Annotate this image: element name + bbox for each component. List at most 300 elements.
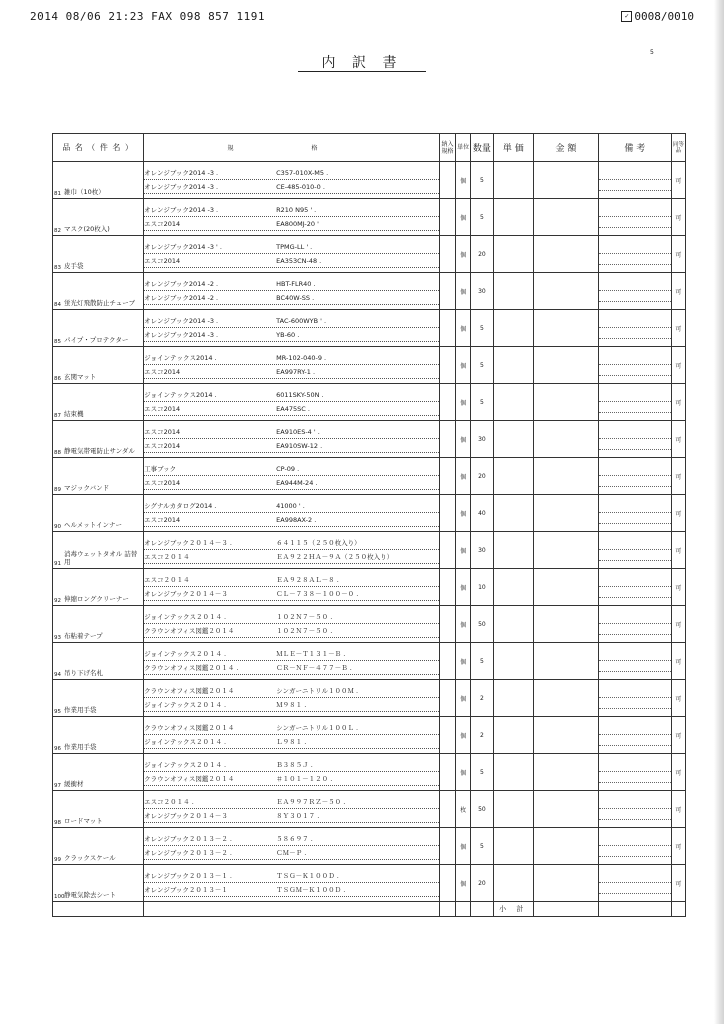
spec-model: ＴＳＧ－Ｋ１００Ｄ . [276,872,339,880]
remarks-cell [598,199,671,236]
unit-price-cell [493,199,534,236]
unit-price-cell [493,162,534,199]
table-row [53,495,686,532]
item-number: 92 [54,598,61,604]
table-body [53,162,686,902]
col-header-amount: 金 額 [534,134,599,162]
amount-cell [534,791,599,828]
item-name: 静電気帯電防止サンダル [64,447,135,455]
spec-line [144,218,439,231]
unit-cell: 個 [456,458,471,495]
delivery-spec-cell [439,865,455,902]
unit-price-cell [493,495,534,532]
item-number: 89 [54,487,61,493]
unit-cell: 個 [456,828,471,865]
table-row [53,236,686,273]
spec-line [144,796,439,809]
spec-line [144,292,439,305]
equiv-cell: 可 [671,606,685,643]
delivery-spec-cell [439,347,455,384]
spec-line [144,463,439,476]
spec-line [144,759,439,772]
spec-cell [144,495,440,532]
item-number: 95 [54,709,61,715]
spec-catalog: エスコ2014 [144,428,181,436]
spec-model: Ｌ９８１ . [276,738,307,746]
remarks-cell [598,791,671,828]
spec-catalog: ジョインテックス２０１４ . [144,650,227,658]
spec-model: EA998AX-2 . [276,515,317,524]
spec-model: 41000 ' . [276,501,305,510]
spec-model: １０２Ｎ７－５０ . [276,627,333,635]
fax-header-line: 2014 08/06 21:23 FAX 098 857 1191 [30,10,266,23]
spec-line [144,736,439,749]
item-name: マジックバンド [64,484,110,492]
equiv-cell: 可 [671,828,685,865]
equiv-cell: 可 [671,643,685,680]
item-name-cell [53,384,144,421]
spec-catalog: オレンジブック2014 -3 . [144,331,219,339]
spec-model: YB-60 . [276,330,300,339]
spec-line [144,611,439,624]
item-number: 87 [54,413,61,419]
col-header-delivery-spec: 納入規格 [439,134,455,162]
spec-catalog: ジョインテックス２０１４ . [144,738,227,746]
remarks-cell [598,162,671,199]
spec-line [144,514,439,527]
delivery-spec-cell [439,791,455,828]
item-name: ロードマット [64,817,103,825]
spec-catalog: オレンジブック２０１４－３ . [144,539,232,547]
unit-cell: 個 [456,569,471,606]
unit-price-cell [493,865,534,902]
spec-line [144,588,439,601]
spec-line [144,426,439,439]
spec-cell [144,828,440,865]
spec-line [144,255,439,268]
unit-price-cell [493,458,534,495]
col-header-remarks: 備 考 [598,134,671,162]
unit-price-cell [493,569,534,606]
item-name-cell [53,162,144,199]
item-name-cell [53,680,144,717]
spec-catalog: オレンジブック2014 -3 . [144,317,219,325]
spec-catalog: シグナルカタログ2014 . [144,502,217,510]
delivery-spec-cell [439,199,455,236]
item-name-cell [53,754,144,791]
spec-model: EA800MJ-20 ' [276,219,319,228]
delivery-spec-cell [439,273,455,310]
item-number: 86 [54,376,61,382]
spec-line [144,366,439,379]
equiv-cell: 可 [671,865,685,902]
spec-line [144,167,439,180]
col-header-spec: 規 格 [144,134,440,162]
unit-cell: 個 [456,865,471,902]
qty-cell: 5 [471,199,493,236]
unit-cell: 個 [456,606,471,643]
delivery-spec-cell [439,606,455,643]
spec-model: ＣＲ－ＮＦ－４７７－Ｂ . [276,664,352,672]
item-name: 雑巾（10枚） [64,188,105,196]
amount-cell [534,421,599,458]
spec-cell [144,680,440,717]
item-name: 伸縮ロングクリーナー [64,595,129,603]
spec-line [144,625,439,638]
unit-cell: 個 [456,384,471,421]
item-name: 緩衝材 [64,780,84,788]
remarks-cell [598,828,671,865]
unit-price-cell [493,643,534,680]
qty-cell: 30 [471,421,493,458]
item-name: 蛍光灯飛散防止チューブ [64,299,135,307]
unit-price-cell [493,347,534,384]
spec-model: Ｍ９８１ . [276,701,307,709]
amount-cell [534,865,599,902]
spec-line [144,389,439,402]
delivery-spec-cell [439,236,455,273]
item-name-cell [53,199,144,236]
item-number: 97 [54,783,61,789]
qty-cell: 20 [471,458,493,495]
equiv-cell: 可 [671,347,685,384]
spec-catalog: オレンジブック２０１４－３ [144,590,228,598]
amount-cell [534,273,599,310]
item-number: 91 [54,561,61,567]
remarks-cell [598,643,671,680]
delivery-spec-cell [439,569,455,606]
delivery-spec-cell [439,310,455,347]
spec-cell [144,199,440,236]
spec-model: ＃１０１－１２０ . [276,775,333,783]
equiv-cell: 可 [671,273,685,310]
qty-cell: 5 [471,643,493,680]
item-name-cell [53,273,144,310]
item-number: 94 [54,672,61,678]
qty-cell: 2 [471,717,493,754]
spec-catalog: 工事ブック [144,465,177,473]
remarks-cell [598,680,671,717]
equiv-cell: 可 [671,791,685,828]
spec-model: ＣＭ－Ｐ . [276,849,307,857]
amount-cell [534,384,599,421]
unit-price-cell [493,532,534,569]
spec-model: TAC-600WYB ' . [276,316,327,325]
item-name-cell [53,791,144,828]
spec-catalog: エスコ2014 [144,516,181,524]
qty-cell: 5 [471,310,493,347]
equiv-cell: 可 [671,199,685,236]
spec-catalog: エスコ2014 [144,442,181,450]
remarks-cell [598,273,671,310]
spec-line [144,699,439,712]
amount-cell [534,754,599,791]
unit-cell: 個 [456,310,471,347]
spec-model: ６４１１５（２５０枚入り） [276,539,361,547]
qty-cell: 20 [471,865,493,902]
spec-cell [144,162,440,199]
item-number: 81 [54,191,61,197]
col-header-unit-price: 単 価 [493,134,534,162]
unit-cell: 個 [456,754,471,791]
remarks-cell [598,495,671,532]
spec-model: ＥＡ９９７ＲＺ－５０ . [276,798,346,806]
spec-line [144,403,439,416]
page-counter-text: 0008/0010 [634,10,694,23]
item-number: 88 [54,450,61,456]
item-number: 83 [54,265,61,271]
corner-mark: 5 [650,49,654,56]
item-name-cell [53,532,144,569]
qty-cell: 5 [471,754,493,791]
item-name-cell [53,236,144,273]
spec-line [144,662,439,675]
spec-catalog: オレンジブック2014 -3 . [144,206,219,214]
spec-catalog: オレンジブック2014 -3 . [144,169,219,177]
spec-model: Ｂ３８５Ｊ . [276,761,313,769]
spec-cell [144,384,440,421]
title-underline [298,71,426,72]
spec-model: ＥＡ９２２ＨＡ－９Ａ（２５０枚入り） [276,553,394,561]
spec-catalog: ジョインテックス2014 . [144,391,217,399]
item-name: 静電気除去シート [64,891,116,899]
unit-cell: 個 [456,236,471,273]
spec-cell [144,791,440,828]
item-name: 作業用手袋 [64,743,97,751]
table-row [53,384,686,421]
remarks-cell [598,421,671,458]
delivery-spec-cell [439,162,455,199]
spec-model: C357-010X-M5 . [276,168,329,177]
item-number: 98 [54,820,61,826]
remarks-cell [598,236,671,273]
remarks-cell [598,717,671,754]
unit-price-cell [493,310,534,347]
spec-model: ＥＡ９２８ＡＬ－８ . [276,576,339,584]
item-number: 100 [54,894,65,900]
spec-model: HBT-FLR40 . [276,279,316,288]
spec-model: BC40W-SS . [276,293,315,302]
spec-catalog: エスコ２０１４ . [144,798,194,806]
item-name-cell [53,717,144,754]
spec-catalog: クラウンオフィス図鑑２０１４ [144,627,235,635]
item-name-cell [53,458,144,495]
equiv-cell: 可 [671,384,685,421]
equiv-cell: 可 [671,532,685,569]
qty-cell: 5 [471,828,493,865]
spec-catalog: クラウンオフィス図鑑２０１４ [144,775,235,783]
spec-line [144,352,439,365]
unit-cell: 個 [456,680,471,717]
qty-cell: 20 [471,236,493,273]
spec-model: シンガーニトリル１００Ｍ . [276,687,359,695]
spec-line [144,537,439,550]
unit-price-cell [493,421,534,458]
subtotal-label: 小 計 [493,902,534,917]
delivery-spec-cell [439,458,455,495]
spec-model: １０２Ｎ７－５０ . [276,613,333,621]
col-header-name: 品 名 （ 件 名 ） [53,134,144,162]
spec-model: MR-102-040-9 . [276,353,327,362]
item-number: 96 [54,746,61,752]
item-name-cell [53,828,144,865]
remarks-cell [598,754,671,791]
spec-catalog: エスコ2014 [144,368,181,376]
spec-cell [144,717,440,754]
unit-cell: 個 [456,717,471,754]
spec-catalog: ジョインテックス２０１４ . [144,701,227,709]
spec-model: CE-485-010-0 . [276,182,325,191]
item-name: 作業用手袋 [64,706,97,714]
spec-cell [144,532,440,569]
amount-cell [534,236,599,273]
unit-price-cell [493,791,534,828]
unit-cell: 個 [456,347,471,384]
item-name: 消毒ウェットタオル 詰替用 [64,550,138,566]
amount-cell [534,680,599,717]
qty-cell: 5 [471,384,493,421]
spec-line [144,551,439,564]
equiv-cell: 可 [671,458,685,495]
spec-line [144,810,439,823]
amount-cell [534,643,599,680]
item-name-cell [53,606,144,643]
spec-line [144,500,439,513]
spec-model: ＣＬ－７３８－１００－０ . [276,590,359,598]
qty-cell: 5 [471,162,493,199]
spec-line [144,440,439,453]
col-header-qty: 数量 [471,134,493,162]
spec-catalog: オレンジブック２０１３－１ [144,886,228,894]
col-header-unit: 単位 [456,134,471,162]
spec-model: TPMG-LL ' . [276,242,313,251]
spec-model: ＴＳＧＭ－Ｋ１００Ｄ . [276,886,346,894]
equiv-cell: 可 [671,236,685,273]
spec-line [144,833,439,846]
unit-price-cell [493,828,534,865]
spec-catalog: エスコ2014 [144,479,181,487]
spec-line [144,315,439,328]
qty-cell: 50 [471,791,493,828]
spec-line [144,204,439,217]
table-row [53,310,686,347]
table-row [53,717,686,754]
table-row [53,199,686,236]
unit-price-cell [493,236,534,273]
table-row [53,458,686,495]
spec-cell [144,754,440,791]
spec-cell [144,865,440,902]
unit-cell: 個 [456,421,471,458]
amount-cell [534,717,599,754]
unit-price-cell [493,680,534,717]
amount-cell [534,347,599,384]
delivery-spec-cell [439,495,455,532]
amount-cell [534,828,599,865]
col-header-equiv: 同等品 [671,134,685,162]
equiv-cell: 可 [671,569,685,606]
spec-catalog: エスコ2014 [144,220,181,228]
equiv-cell: 可 [671,717,685,754]
spec-catalog: オレンジブック2014 -3 . [144,183,219,191]
delivery-spec-cell [439,643,455,680]
qty-cell: 30 [471,273,493,310]
spec-line [144,722,439,735]
table-row [53,754,686,791]
unit-cell: 個 [456,532,471,569]
spec-catalog: オレンジブック2014 -3 ' . [144,243,222,251]
spec-model: CP-09 . [276,464,300,473]
page-title: 内 訳 書 [321,55,403,71]
amount-cell [534,310,599,347]
table-row [53,421,686,458]
table-row [53,347,686,384]
item-name: クラックスケール [64,854,116,862]
spec-model: EA997RY-1 . [276,367,316,376]
spec-catalog: オレンジブック２０１３－２ . [144,835,232,843]
spec-model: ５８６９７ . [276,835,313,843]
qty-cell: 2 [471,680,493,717]
spec-catalog: ジョインテックス２０１４ . [144,761,227,769]
item-number: 82 [54,228,61,234]
amount-cell [534,495,599,532]
spec-catalog: クラウンオフィス図鑑２０１４ [144,687,235,695]
qty-cell: 10 [471,569,493,606]
spec-cell [144,569,440,606]
subtotal-row [53,902,686,917]
unit-cell: 個 [456,273,471,310]
spec-cell [144,458,440,495]
item-name: 布粘着テープ [64,632,103,640]
delivery-spec-cell [439,680,455,717]
spec-line [144,241,439,254]
spec-line [144,574,439,587]
remarks-cell [598,384,671,421]
spec-cell [144,347,440,384]
qty-cell: 5 [471,347,493,384]
remarks-cell [598,569,671,606]
spec-catalog: ジョインテックス２０１４ . [144,613,227,621]
spec-catalog: エスコ2014 [144,257,181,265]
spec-model: R210 N95 ' . [276,205,317,214]
spec-model: 6011SKY-50N . [276,390,324,399]
spec-model: EA910SW-12 . [276,441,323,450]
spec-catalog: エスコ2014 [144,405,181,413]
equiv-cell: 可 [671,421,685,458]
equiv-cell: 可 [671,754,685,791]
item-number: 85 [54,339,61,345]
spec-line [144,278,439,291]
table-row [53,606,686,643]
item-name-cell [53,569,144,606]
unit-cell: 個 [456,162,471,199]
unit-price-cell [493,717,534,754]
spec-catalog: オレンジブック2014 -2 . [144,280,219,288]
remarks-cell [598,458,671,495]
qty-cell: 40 [471,495,493,532]
item-name-cell [53,347,144,384]
item-name-cell [53,421,144,458]
table-row [53,680,686,717]
amount-cell [534,162,599,199]
amount-cell [534,199,599,236]
spec-catalog: ジョインテックス2014 . [144,354,217,362]
delivery-spec-cell [439,828,455,865]
page-counter [621,10,694,23]
item-name: パイプ・プロテクター [64,336,129,344]
amount-cell [534,569,599,606]
unit-cell: 個 [456,643,471,680]
